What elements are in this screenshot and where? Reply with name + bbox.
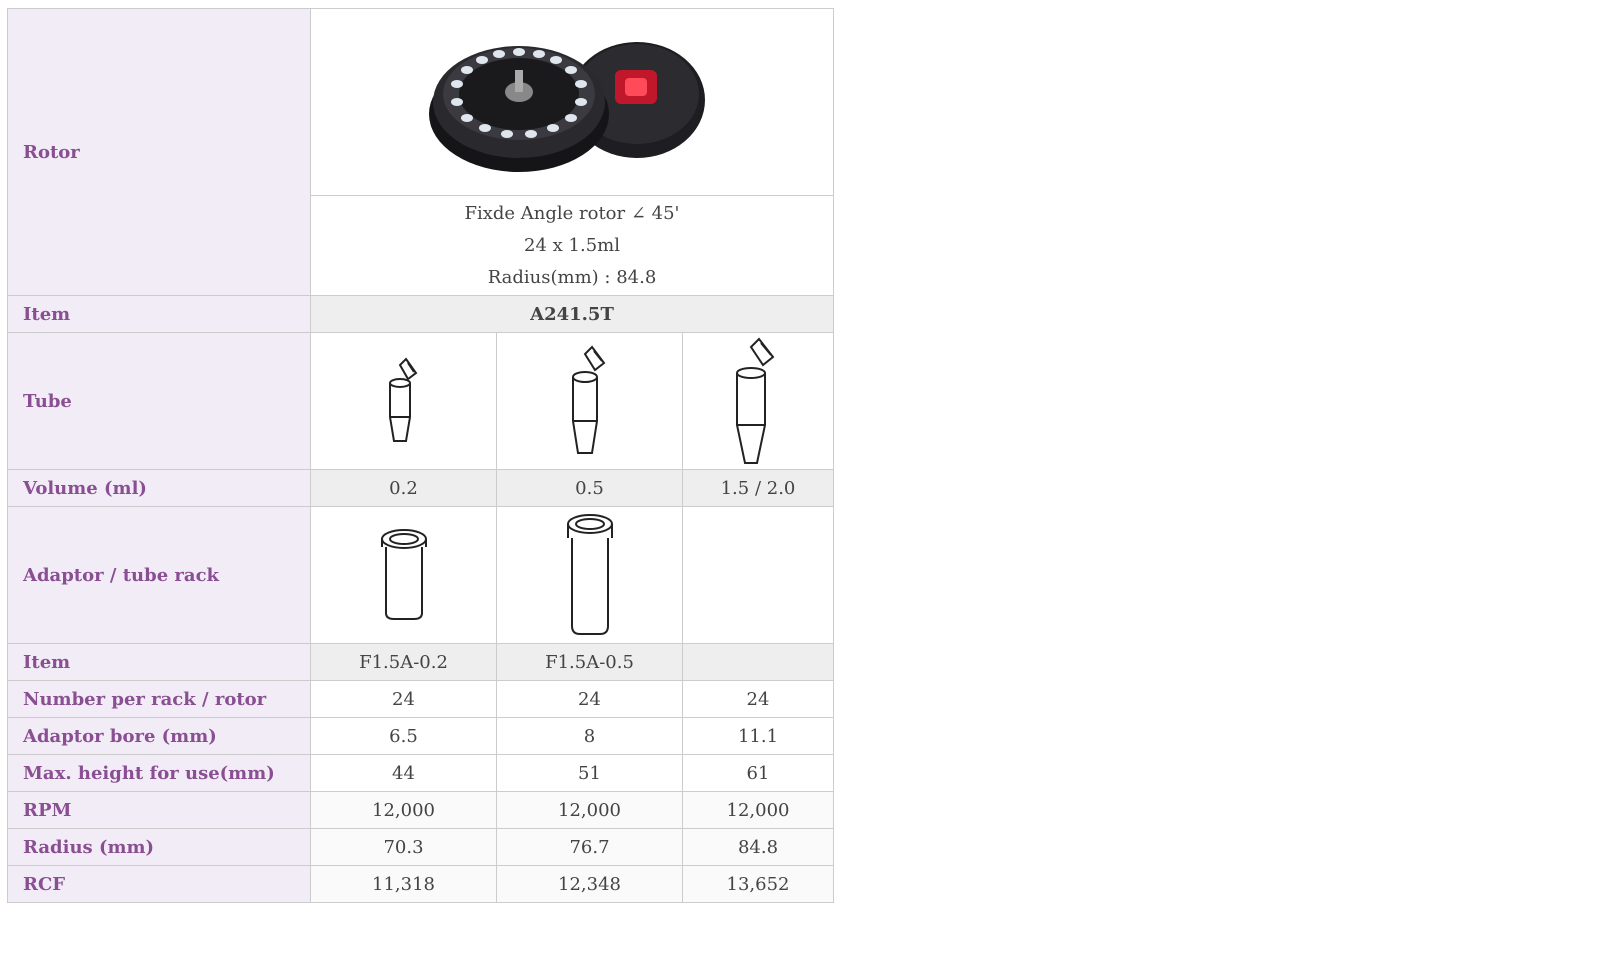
- bore-value: 8: [497, 718, 683, 755]
- tube-0.2-icon: [384, 351, 424, 451]
- rcf-label: RCF: [8, 866, 311, 903]
- tube-0.5-icon: [568, 341, 612, 461]
- radius-value: 84.8: [683, 829, 834, 866]
- bore-label: Adaptor bore (mm): [8, 718, 311, 755]
- bore-value: 6.5: [311, 718, 497, 755]
- radius-value: 76.7: [497, 829, 683, 866]
- rotor-description: [311, 196, 834, 296]
- tube-cell: [497, 333, 683, 470]
- item-label: Item: [8, 296, 311, 333]
- rotor-label: Rotor: [8, 9, 311, 296]
- rcf-value: 12,348: [497, 866, 683, 903]
- adaptor-item-label: Item: [8, 644, 311, 681]
- rcf-value: 13,652: [683, 866, 834, 903]
- volume-value: 0.5: [497, 470, 683, 507]
- number-value: 24: [311, 681, 497, 718]
- radius-value: 70.3: [311, 829, 497, 866]
- fixed-angle-rotor-photo: [427, 22, 717, 182]
- rpm-value: 12,000: [497, 792, 683, 829]
- height-label: Max. height for use(mm): [8, 755, 311, 792]
- number-label: Number per rack / rotor: [8, 681, 311, 718]
- volume-label: Volume (ml): [8, 470, 311, 507]
- rotor-image: [311, 9, 834, 196]
- adaptor-item-value: [683, 644, 834, 681]
- radius-label: Radius (mm): [8, 829, 311, 866]
- rotor-spec-table: [7, 8, 834, 903]
- adaptor-item-value: F1.5A-0.5: [497, 644, 683, 681]
- adaptor-0.5-icon: [564, 512, 616, 638]
- adaptor-cell: [497, 507, 683, 644]
- height-value: 44: [311, 755, 497, 792]
- rpm-value: 12,000: [311, 792, 497, 829]
- adaptor-0.2-icon: [378, 527, 430, 623]
- adaptor-label: Adaptor / tube rack: [8, 507, 311, 644]
- tube-1.5-2.0-icon: [733, 335, 783, 467]
- volume-value: 1.5 / 2.0: [683, 470, 834, 507]
- adaptor-cell-empty: [683, 507, 834, 644]
- rpm-label: RPM: [8, 792, 311, 829]
- rpm-value: 12,000: [683, 792, 834, 829]
- rotor-desc-line: Radius(mm) : 84.8: [487, 266, 657, 288]
- adaptor-item-value: F1.5A-0.2: [311, 644, 497, 681]
- item-value: A241.5T: [311, 296, 834, 333]
- bore-value: 11.1: [683, 718, 834, 755]
- tube-cell: [311, 333, 497, 470]
- rotor-desc-line: 24 x 1.5ml: [524, 234, 620, 256]
- adaptor-cell: [311, 507, 497, 644]
- number-value: 24: [683, 681, 834, 718]
- number-value: 24: [497, 681, 683, 718]
- tube-label: Tube: [8, 333, 311, 470]
- rcf-value: 11,318: [311, 866, 497, 903]
- volume-value: 0.2: [311, 470, 497, 507]
- tube-cell: [683, 333, 834, 470]
- height-value: 61: [683, 755, 834, 792]
- rotor-desc-line: Fixde Angle rotor ∠ 45': [464, 202, 680, 224]
- height-value: 51: [497, 755, 683, 792]
